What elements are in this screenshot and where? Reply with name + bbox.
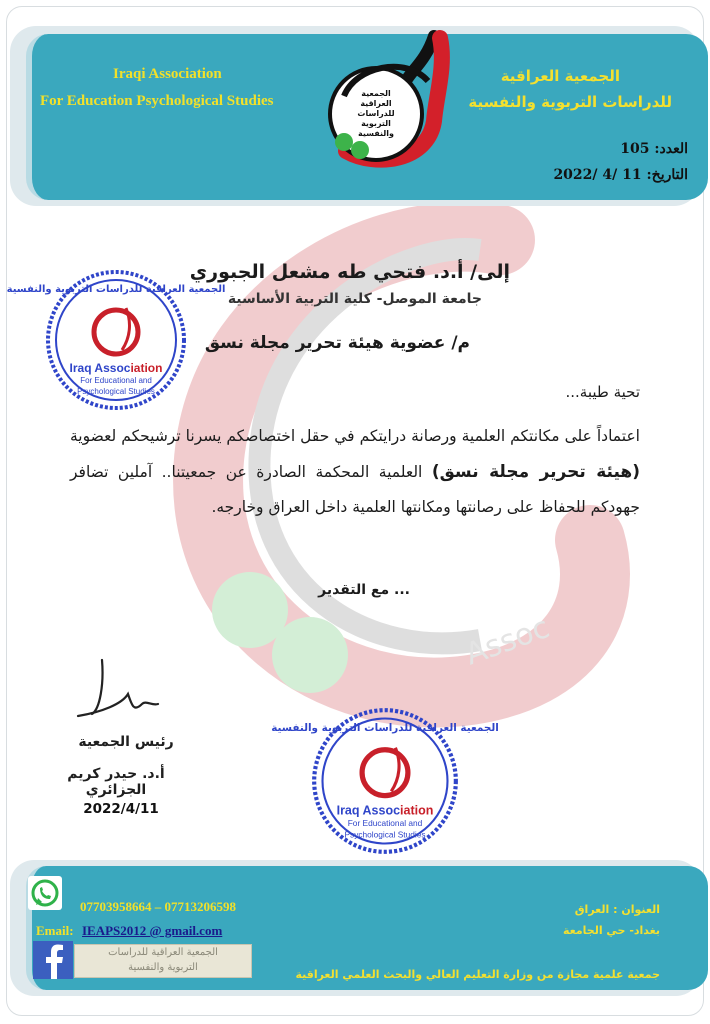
org-name-en-line1: Iraqi Association [113,66,222,82]
paragraph-bold: (هيئة تحرير مجلة نسق) [431,461,640,482]
footer-email-label: Email: [36,923,74,938]
svg-text:Assoc: Assoc [460,609,555,673]
date-label: التاريخ: [646,167,688,183]
stamp-top-en2: For Educational and [80,376,152,385]
paragraph-part2: العلمية المحكمة الصادرة عن جمعيتنا.. آملين تضافر جهودكم للحفاظ على رصانتها ومكانتها العلمية داخل العراق وخارجه. [70,462,640,516]
org-name-ar-line1: الجمعية العراقية [500,67,620,85]
association-stamp-bottom [271,706,499,856]
logo-text-5: والنفسية [358,129,394,138]
org-name-en-line2: For Education Psychological Studies [40,93,274,109]
signatory-name: أ.د. حيدر كريم الجزائري [67,766,165,798]
stamp-top-en3: Psychological Studies [77,387,155,396]
signatory-title: رئيس الجمعية [78,734,174,750]
document-date [553,167,688,183]
closing: ... مع التقدير [318,582,410,598]
logo-text-2: العراقية [360,99,392,108]
facebook-page-banner[interactable] [74,944,252,978]
stamp-bottom-en3: Psychological Studies [344,829,426,840]
footer-accreditation: جمعية علمية مجازة من وزارة التعليم العالي والبحث العلمي العراقية [295,968,660,981]
date-value: 2022/ 4/ 11 [553,167,642,183]
whatsapp-icon [28,876,62,910]
footer-email-link[interactable]: IEAPS2012 @ gmail.com [82,923,223,938]
footer-address-line2: بغداد- حي الجامعة [562,924,660,937]
svg-text:Iraq Association [70,361,163,375]
greeting: تحية طيبة... [565,383,640,401]
stamp-bottom-en1a: Iraq Assoc [336,803,401,818]
number-label: العدد: [654,141,688,157]
stamp-top-en1a: Iraq Assoc [69,361,131,375]
association-stamp-top [6,268,226,412]
handwritten-signature [72,654,162,732]
number-value: 105 [620,141,650,157]
association-logo [316,26,456,176]
footer-phones: 07703958664 – 07713206598 [80,899,236,914]
letter-subject: م/ عضوية هيئة تحرير مجلة نسق [204,333,470,353]
facebook-icon[interactable] [33,941,73,979]
footer-address: العنوان : العراق [574,903,660,916]
logo-text-1: الجمعية [361,89,391,98]
stamp-bottom-en1b: iation [400,803,434,818]
letter-paragraph [70,419,640,526]
recipient-affiliation: جامعة الموصل- كلية التربية الأساسية [227,291,482,307]
paragraph-part1: اعتماداً على مكانتكم العلمية ورصانة درايتكم في حقل اختصاصكم يسرنا ترشيحكم لعضوية [70,427,640,445]
reference-number [620,141,688,157]
stamp-bottom-en2: For Educational and [347,817,423,828]
stamp-bottom-ar: الجمعية العراقية للدراسات التربوية والنفسية [271,722,499,734]
fb-banner-line1: الجمعية العراقية للدراسات [108,947,218,958]
stamp-top-en1b: iation [130,361,163,375]
fb-banner-line2: التربوية والنفسية [128,962,198,973]
svg-text:Iraq Association [337,803,434,817]
logo-text-4: التربوية [361,119,391,128]
logo-text-3: للدراسات [357,109,395,118]
stamp-top-ar: الجمعية العراقية للدراسات التربوية والنفسية [6,284,226,295]
org-name-ar-line2: للدراسات التربوية والنفسية [468,93,672,111]
signature-date: 2022/4/11 [83,801,159,817]
recipient-line: إلى/ أ.د. فتحي طه مشعل الجبوري [189,261,510,283]
